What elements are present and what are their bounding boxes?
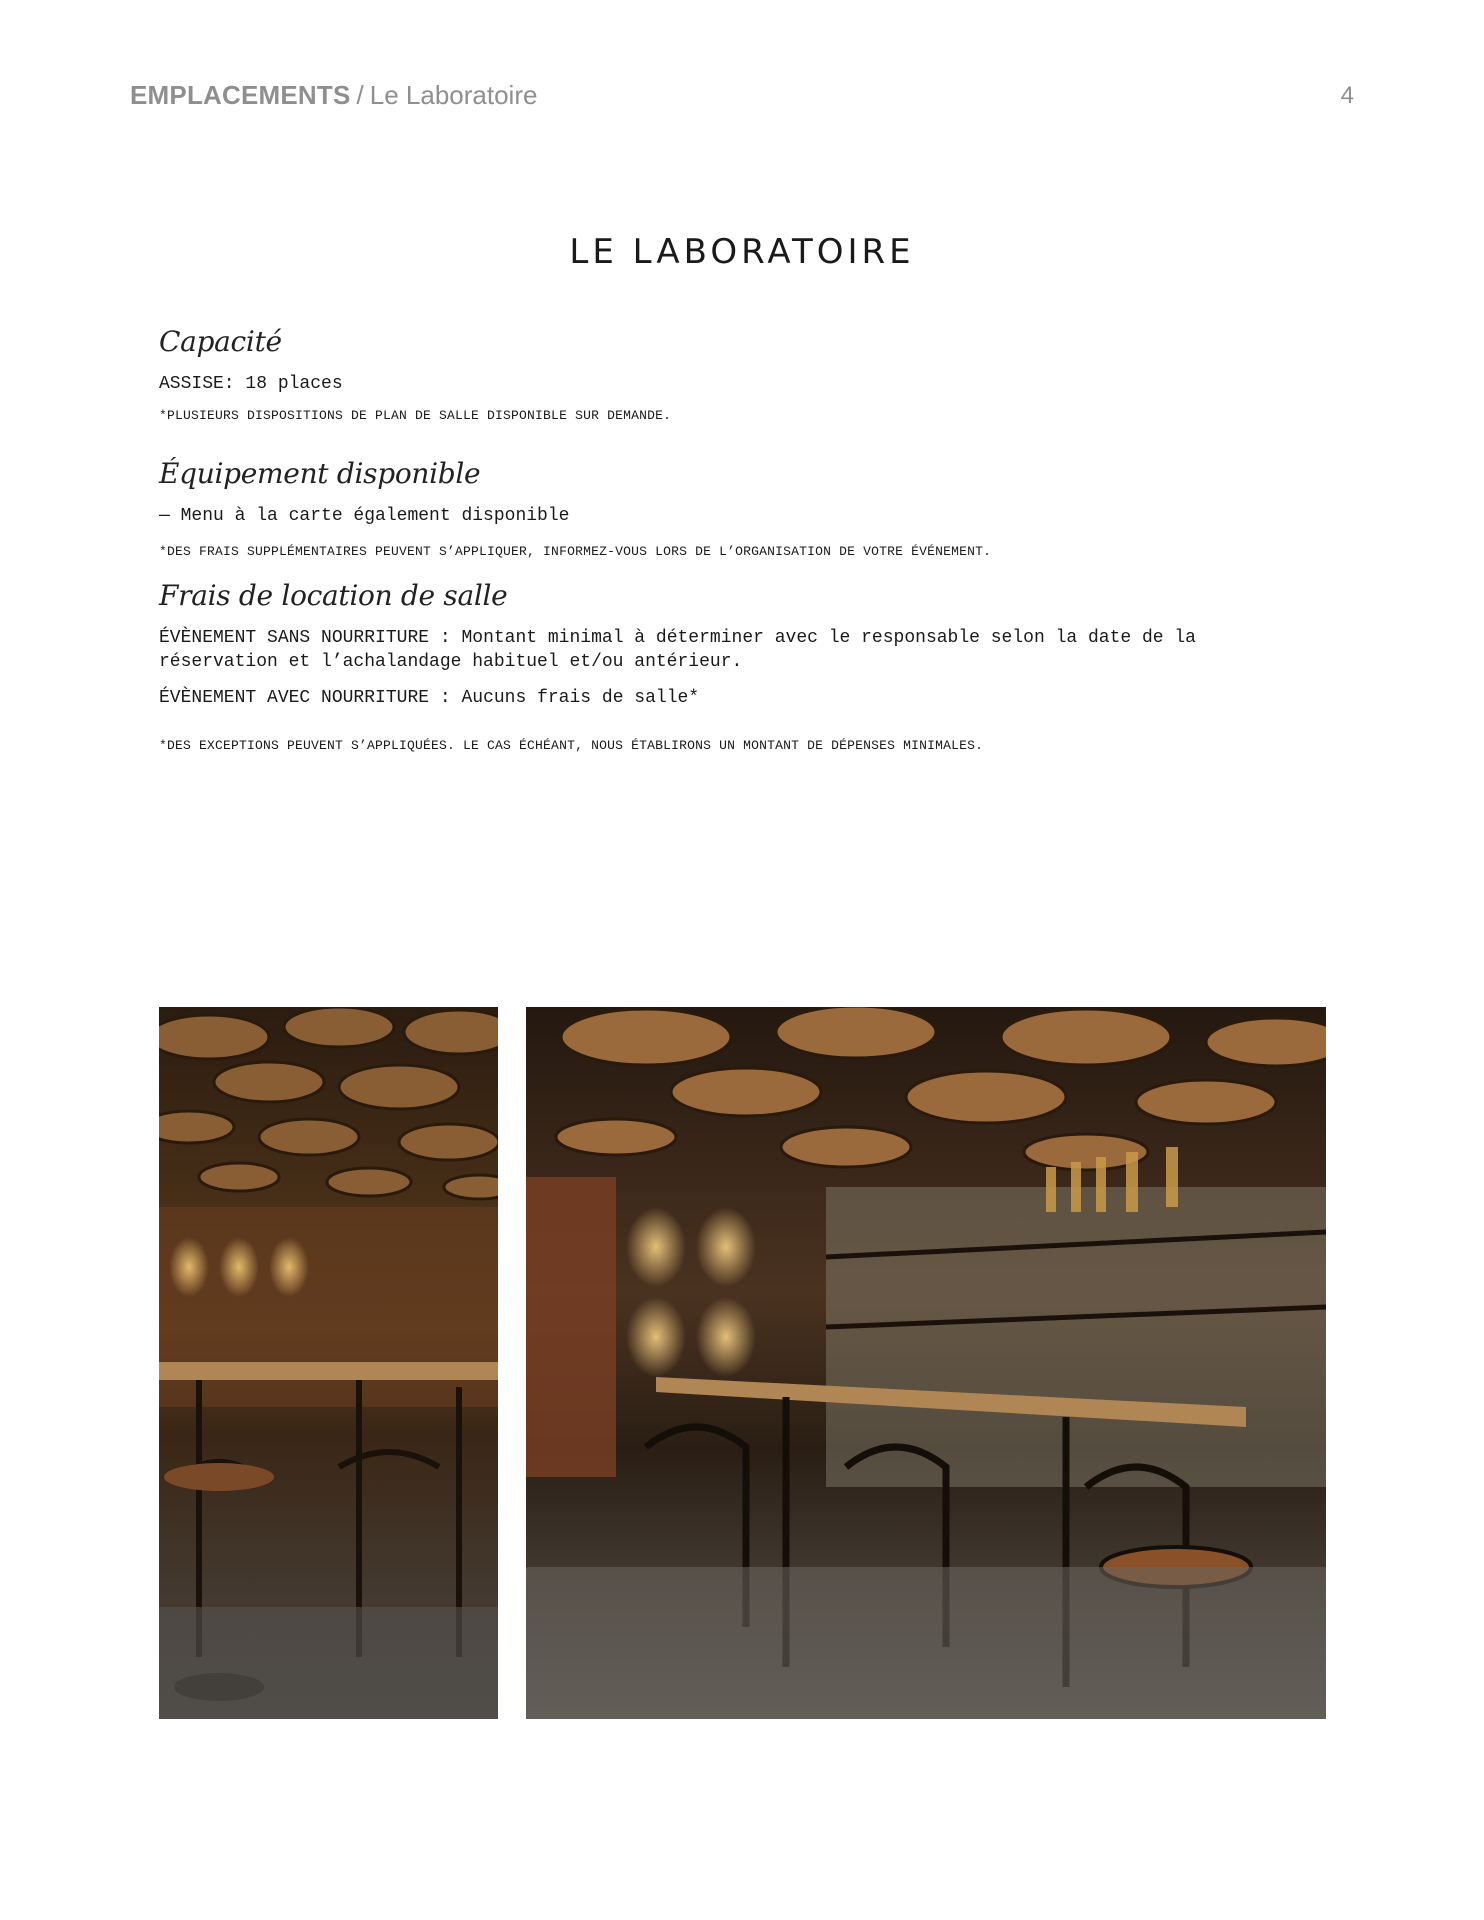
breadcrumb-separator: / (356, 80, 364, 110)
rental-with-food (159, 686, 1339, 710)
rental-without-food-text: Montant minimal à déterminer avec le responsable selon la date de la réservation et l’achalandage habituel et/ou antérieur. (159, 628, 1196, 672)
rental-with-food-label: ÉVÈNEMENT AVEC NOURRITURE : (159, 688, 451, 708)
room-photo-right (526, 1007, 1326, 1719)
capacity-seating: ASSISE: 18 places (159, 374, 343, 394)
breadcrumb (130, 80, 537, 111)
breadcrumb-section: EMPLACEMENTS (130, 80, 351, 110)
equipment-item: — Menu à la carte également disponible (159, 506, 570, 526)
rental-note: *DES EXCEPTIONS PEUVENT S’APPLIQUÉES. LE CAS ÉCHÉANT, NOUS ÉTABLIRONS UN MONTANT DE DÉPENSES MINIMALES. (159, 738, 984, 753)
rental-without-food (159, 626, 1209, 674)
capacity-note: *PLUSIEURS DISPOSITIONS DE PLAN DE SALLE DISPONIBLE SUR DEMANDE. (159, 408, 672, 423)
page-number: 4 (1340, 82, 1354, 109)
room-photo-left (159, 1007, 498, 1719)
rental-without-food-label: ÉVÈNEMENT SANS NOURRITURE : (159, 628, 451, 648)
room-photo-left-image (159, 1007, 498, 1719)
content (159, 325, 1339, 753)
page-title: LE LABORATOIRE (569, 232, 915, 272)
capacity-heading: Capacité (159, 325, 282, 358)
equipment-heading: Équipement disponible (159, 457, 481, 490)
breadcrumb-subsection: Le Laboratoire (369, 80, 538, 110)
rental-with-food-text: Aucuns frais de salle* (461, 688, 700, 708)
room-photo-right-image (526, 1007, 1326, 1719)
equipment-note: *DES FRAIS SUPPLÉMENTAIRES PEUVENT S’APPLIQUER, INFORMEZ-VOUS LORS DE L’ORGANISATION DE VOTRE ÉVÉNEMENT. (159, 544, 992, 559)
rental-heading: Frais de location de salle (159, 579, 508, 612)
